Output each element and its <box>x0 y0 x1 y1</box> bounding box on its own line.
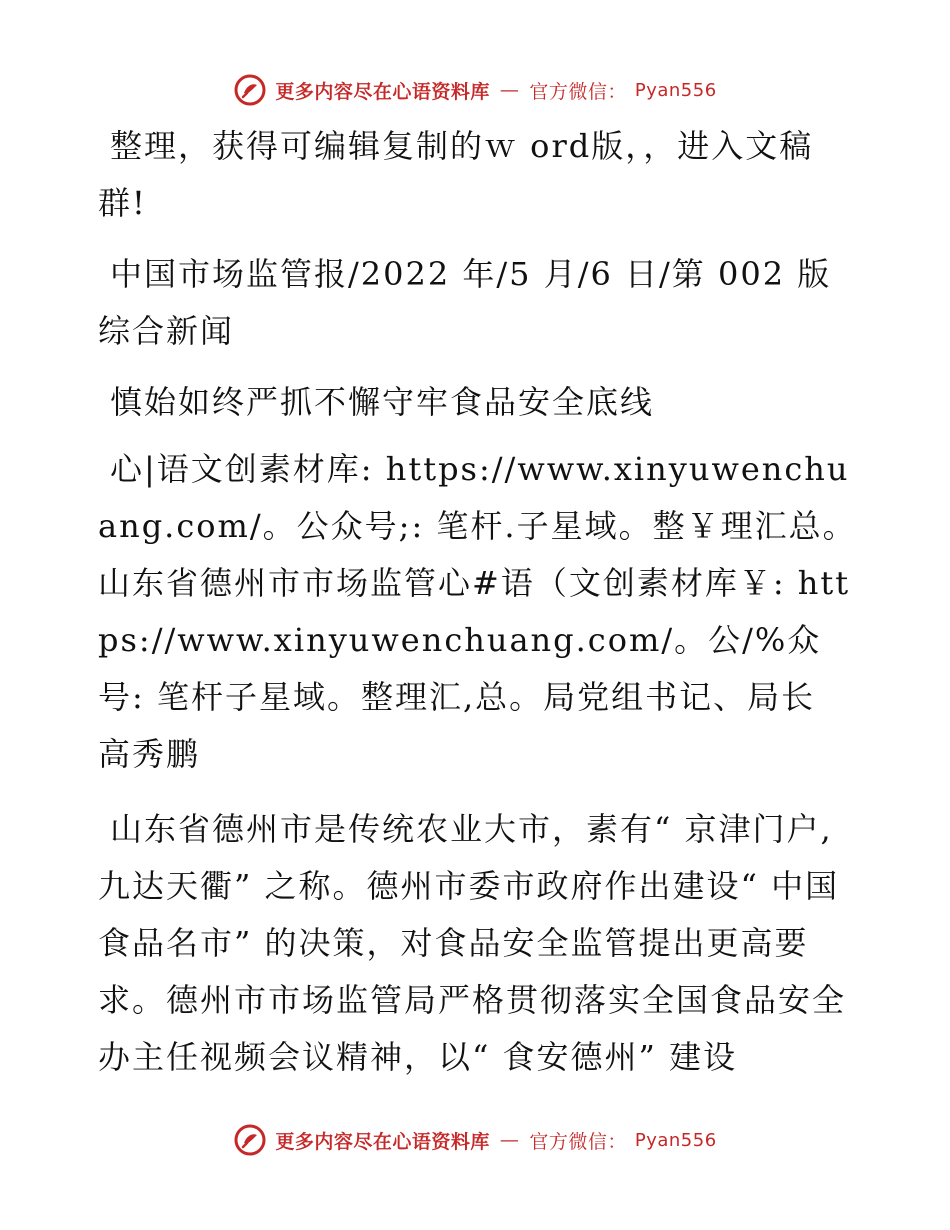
seal-icon <box>233 73 267 107</box>
byline-paragraph: 心|语文创素材库: https://www.xinyuwenchuang.com/。公众号;: 笔杆.子星域。整￥理汇总。山东省德州市市场监管心#语（文创素材库￥: https://www.xinyuwenchuang.com/。公/%众号: 笔杆子星域。整理汇,总。局党组书记、局长 高秀鹏 <box>98 450 857 773</box>
footer-official-wechat-label: 官方微信： <box>529 1130 627 1153</box>
document-body <box>98 118 858 1086</box>
header-wechat-id: Pyan556 <box>634 79 717 101</box>
intro-paragraph: 整理，获得可编辑复制的ｗ ord版，，进入文稿群! <box>98 127 814 222</box>
header-watermark-separator: — <box>499 79 520 101</box>
footer-watermark-text: 更多内容尽在心语资料库 <box>275 1130 490 1153</box>
footer-wechat-id: Pyan556 <box>634 1129 717 1151</box>
header-official-wechat-label: 官方微信： <box>529 80 627 103</box>
header-watermark <box>0 70 950 110</box>
footer-watermark <box>0 1120 950 1160</box>
body-paragraph: 山东省德州市是传统农业大市，素有“ 京津门户,九达天衢” 之称。德州市委市政府作出建设“ 中国食品名市” 的决策，对食品安全监管提出更高要求。德州市市场监管局严格贯彻落实全国食品安全办主任视频会议精神，以“ 食安德州” 建设 <box>98 810 847 1076</box>
source-paragraph: 中国市场监管报/2022 年/5 月/6 日/第 002 版综合新闻 <box>98 255 832 350</box>
footer-watermark-separator: — <box>499 1129 520 1151</box>
header-watermark-text: 更多内容尽在心语资料库 <box>275 80 490 103</box>
seal-icon <box>233 1123 267 1157</box>
article-title: 慎始如终严抓不懈守牢食品安全底线 <box>110 383 655 421</box>
